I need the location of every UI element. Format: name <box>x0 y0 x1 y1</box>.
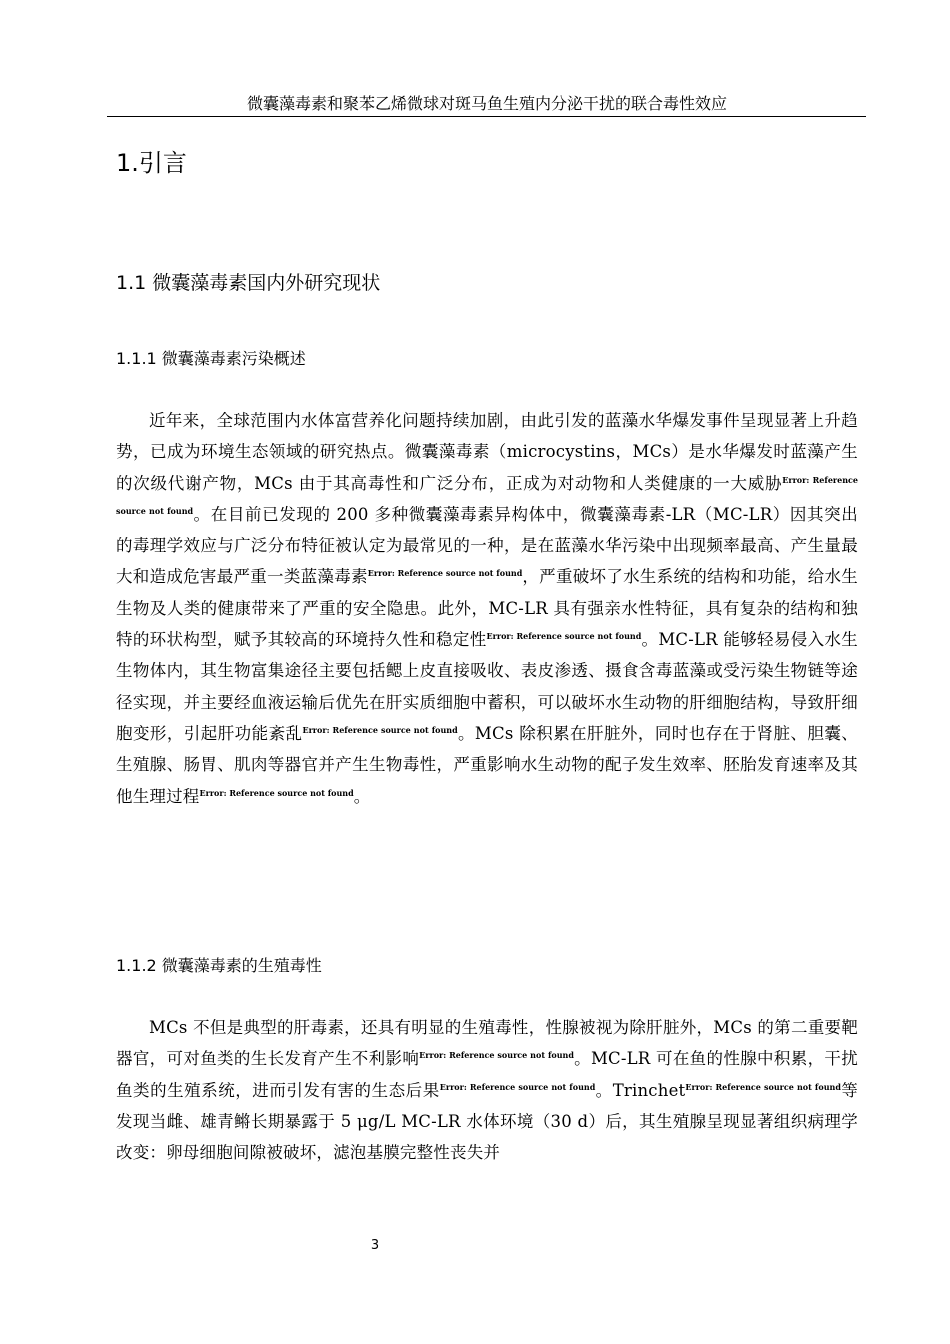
paragraph-reproductive-toxicity <box>116 1012 858 1168</box>
reference-error: Error: Reference source not found <box>685 1081 841 1092</box>
reference-error: Error: Reference source not found <box>116 474 859 516</box>
text-segment: 。MC-LR 可在鱼的性腺中积累，干扰鱼类的生殖系统，进而引发有害的生态后果 <box>116 1049 858 1100</box>
reference-error: Error: Reference source not found <box>199 787 354 798</box>
reference-error: Error: Reference source not found <box>302 724 458 735</box>
running-header-title: 微囊藻毒素和聚苯乙烯微球对斑马鱼生殖内分泌干扰的联合毒性效应 <box>246 94 727 113</box>
text-segment: 。Trinchet <box>595 1080 686 1100</box>
text-segment: 。 <box>353 786 371 806</box>
reference-error: Error: Reference source not found <box>367 568 523 579</box>
reference-error: Error: Reference source not found <box>486 631 642 642</box>
section-heading: 1.1 微囊藻毒素国内外研究现状 <box>116 272 381 294</box>
text-segment: ，严重破坏了水生系统的结构和功能，给水生生物及人类的健康带来了严重的安全隐患。此外，MC-LR 具有强亲水性特征，具有复杂的结构和独特的环状构型，赋予其较高的环境持久性和稳定性 <box>116 567 858 650</box>
chapter-heading: 1.引言 <box>116 149 187 177</box>
subsection-heading-1: 1.1.1 微囊藻毒素污染概述 <box>116 349 306 368</box>
text-segment: 等发现当雌、雄青鳉长期暴露于 5 μg/L MC-LR 水体环境（30 d）后，其生殖腺呈现显著组织病理学改变：卵母细胞间隙被破坏，滤泡基膜完整性丧失并 <box>116 1080 858 1163</box>
reference-error: Error: Reference source not found <box>419 1050 574 1061</box>
text-segment: 。在目前已发现的 200 多种微囊藻毒素异构体中，微囊藻毒素-LR（MC-LR）因其突出的毒理学效应与广泛分布特征被认定为最常见的一种，是在蓝藻水华污染中出现频率最高、产生量最大和造成危害最严重一类蓝藻毒素 <box>116 504 858 587</box>
header-divider <box>107 116 866 117</box>
paragraph-overview <box>116 405 858 812</box>
page-number: 3 <box>370 1238 380 1253</box>
text-segment: 近年来，全球范围内水体富营养化问题持续加剧，由此引发的蓝藻水华爆发事件呈现显著上升趋势，已成为环境生态领域的研究热点。微囊藻毒素（microcystins，MCs）是水华爆发时蓝藻产生的次级代谢产物，MCs 由于其高毒性和广泛分布，正成为对动物和人类健康的一大威胁 <box>116 411 858 493</box>
subsection-heading-2: 1.1.2 微囊藻毒素的生殖毒性 <box>116 956 322 975</box>
text-segment: 。MC-LR 能够轻易侵入水生生物体内，其生物富集途径主要包括鳃上皮直接吸收、表皮渗透、摄食含毒蓝藻或受污染生物链等途径实现，并主要经血液运输后优先在肝实质细胞中蓄积，可以破坏水生动物的肝细胞结构，导致肝细胞变形，引起肝功能紊乱 <box>116 630 858 743</box>
text-segment: MCs 不但是典型的肝毒素，还具有明显的生殖毒性，性腺被视为除肝脏外，MCs 的第二重要靶器官，可对鱼类的生长发育产生不利影响 <box>116 1018 858 1069</box>
text-segment: 。MCs 除积累在肝脏外，同时也存在于肾脏、胆囊、生殖腺、肠胃、肌肉等器官并产生生物毒性，严重影响水生动物的配子发生效率、胚胎发育速率及其他生理过程 <box>116 723 858 806</box>
reference-error: Error: Reference source not found <box>439 1081 596 1092</box>
